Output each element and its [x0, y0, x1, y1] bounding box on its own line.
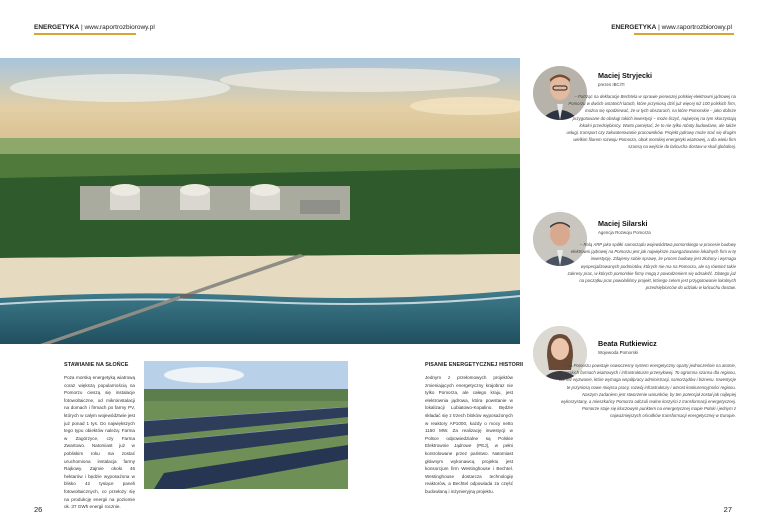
person-1-name: Maciej Stryjecki	[598, 71, 652, 80]
solar-farm-photo	[144, 361, 348, 489]
article-column-solar: Poza morską energetyką wiatrową coraz większą popularnością na Pomorzu cieszą się instalacje fotowoltaiczne, od mikroinstalacji na domach i firmach po farmy PV, których w całym województwie jest już ponad 1 tys. Do największych tego typu obiektów należą: Farma w Zagórzyce, czy Farma Zwartowo. Natomiast już w pobliskim roku ma zostać uruchomiona instalacja farmy Rajkowy. Zajmie około 46 hektarów i będzie wyposażona w blisko 42 tysiące paneli fotowoltaicznych, co przełoży się na produkcję energii na poziomie ok. 37 GWh energii rocznie.	[64, 375, 135, 510]
person-1-quote: – Patrząc na deklaracje Bechtela w sprawie pierwszej polskiej elektrowni jądrowej na Pomorzu w dwóch ostatnich latach, które przyniosą dziś już więcej niż 100 polskich firm, można się spodziewać, że w tych obszarach, na które Pomorskie – jako dobrze przygotowane do obsługi takich inwestycji – może liczyć, najwięcej na tym skorzystają lokalni przedsiębiorcy. Warto pamiętać, że to nie tylko roboty budowlane, ale także usługi, transport czy zakwaterowanie pracowników. Projekt jądrowy może stać się drugim wielkim filarem rozwoju Pomorza, obok morskiej energetyki wiatrowej, a dla wielu firm szansą na wejście do łańcucha dostaw w skali globalnej.	[566, 94, 736, 150]
person-2-quote: – Rolą ARP jako spółki samorządu województwa pomorskiego w procesie budowy elektrowni jądrowej na Pomorzu jest jak największe zaangażowanie lokalnych firm w tę inwestycję. Zdajemy sobie sprawę, że proces budowy jest złożony i wymaga wyspecjalizowanych podmiotów, których nie ma na Pomorzu, ale są również takie zakresy prac, w których pomorskie firmy mogą z powodzeniem się odnaleźć. Dlatego już na początku prac powołaliśmy projekt, którego celem jest przygotowanie lokalnych przedsiębiorców do udziału w łańcuchu dostaw.	[567, 242, 736, 291]
section-title-nuclear: PISANIE ENERGETYCZNEJ HISTORII	[425, 362, 524, 368]
person-3-name: Beata Rutkiewicz	[598, 339, 657, 348]
person-1-role: prezes IBCiTI	[598, 82, 625, 87]
person-2-role: Agencja Rozwoju Pomorza	[598, 230, 651, 235]
nuclear-plant-rendering	[0, 58, 520, 344]
header-rule-left	[34, 33, 136, 35]
header-rule-right	[634, 33, 734, 35]
running-header-left: ENERGETYKA | www.raportrozbiorowy.pl	[34, 24, 155, 31]
article-column-nuclear: Jednym z przełomowych projektów zmieniających energetyczny krajobraz nie tylko Pomorza, ale całego kraju, jest elektrownia jądrowa, która powstanie w lokalizacji Lubiatowo-Kopalino. Będzie składać się z trzech bloków wyposażonych w reaktory AP1000, każdy o mocy netto 1150 MW. Za realizację inwestycji w Polsce odpowiedzialne są Polskie Elektrownie Jądrowe (PEJ), w pełni kontrolowane przez państwo. Natomiast głównym wykonawcą projektu jest konsorcjum firm Westinghouse i Bechtel. Westinghouse dostarcza technologię reaktorów, a Bechtel odpowiada za część budowlaną i inżynieryjną projektu.	[425, 375, 513, 494]
person-3-role: Wojewoda Pomorski	[598, 350, 638, 355]
person-2-name: Maciej Silarski	[598, 219, 648, 228]
running-header-right: ENERGETYKA | www.raportrozbiorowy.pl	[611, 24, 732, 31]
page-number-right: 27	[723, 505, 732, 514]
person-3-quote: – Na Pomorzu powstaje nowoczesny system energetyczny oparty jednocześnie na atomie, morskich farmach wiatrowych i infrastrukturze przesyłowej. To ogromna szansa dla regionu, ale też wyzwanie, które wymaga współpracy administracji, samorządów i biznesu. Inwestycje te przyniosą nowe miejsca pracy, rozwój infrastruktury i wzrost konkurencyjności regionu. Naszym zadaniem jest stworzenie warunków, by ten potencjał został jak najlepiej wykorzystany, a mieszkańcy Pomorza odczuli realne korzyści z transformacji energetycznej. Pomorze staje się kluczowym punktem na energetycznej mapie Polski i jednym z najważniejszych ośrodków transformacji energetycznej w Europie.	[559, 363, 736, 419]
page-number-left: 26	[34, 505, 43, 514]
section-title-solar: STAWIANIE NA SŁOŃCE	[64, 362, 129, 368]
